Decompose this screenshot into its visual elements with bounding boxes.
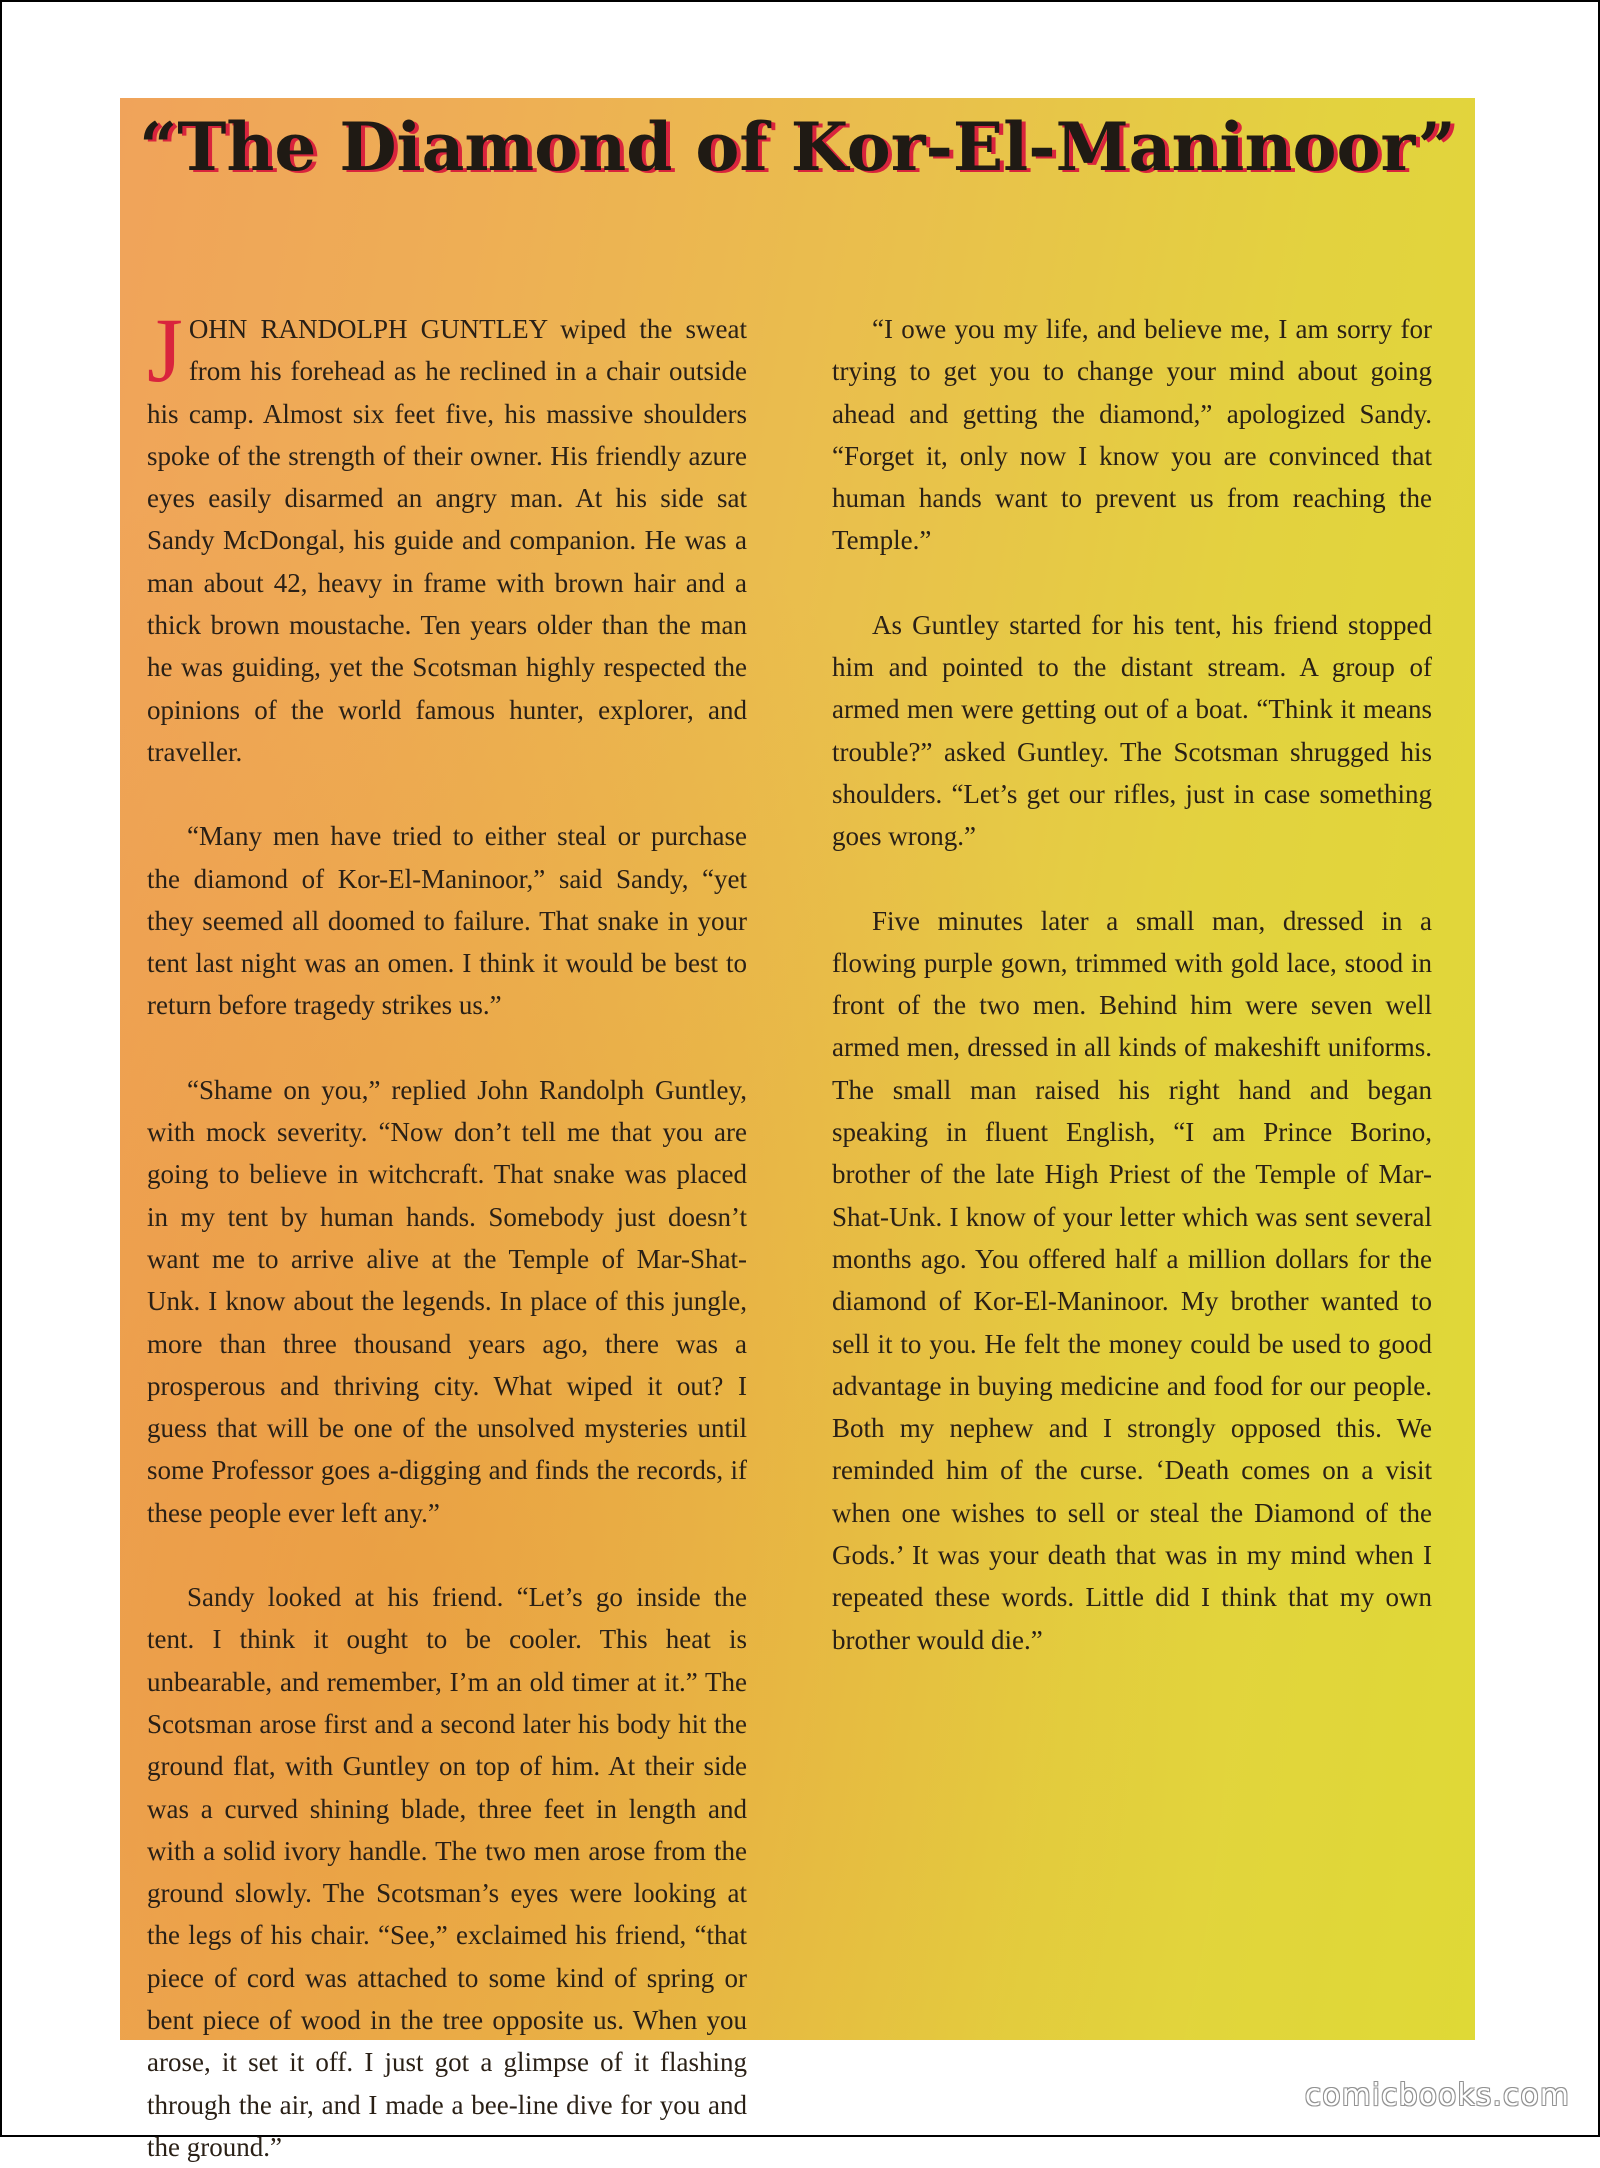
paragraph-7: Five minutes later a small man, dressed in a flowing purple gown, trimmed with gold lace, stood in front of the two men. Behind him were seven well armed men, dressed in all kinds of makeshift uniforms. The small man raised his right hand and began speaking in fluent English, “I am Prince Borino, brother of the late High Priest of the Temple of Mar-Shat-Unk. I know of your letter which was sent several months ago. You offered half a million dollars for the diamond of Kor-El-Maninoor. My brother wanted to sell it to you. He felt the money could be used to good advantage in buying medicine and food for our people. Both my nephew and I strongly opposed this. We reminded him of the curse. ‘Death comes on a visit when one wishes to sell or steal the Diamond of the Gods.’ It was your death that was in my mind when I repeated these words. Little did I think that my own brother would die.” xyxy=(832,905,1432,1655)
text-column-left xyxy=(147,299,747,2162)
paragraph-6: As Guntley started for his tent, his friend stopped him and pointed to the distant stream. A group of armed men were getting out of a boat. “Think it means trouble?” asked Guntley. The Scotsman shrugged his shoulders. “Let’s get our rifles, just in case something goes wrong.” xyxy=(832,609,1432,852)
paragraph-3: “Shame on you,” replied John Randolph Guntley, with mock severity. “Now don’t tell me that you are going to believe in witchcraft. That snake was placed in my tent by human hands. Somebody just doesn’t want me to arrive alive at the Temple of Mar-Shat-Unk. I know about the legends. In place of this jungle, more than three thousand years ago, there was a prosperous and thriving city. What wiped it out? I guess that will be one of the unsolved mysteries until some Professor goes a-digging and finds the records, if these people ever left any.” xyxy=(147,1074,747,1528)
lead-words: OHN RANDOLPH GUNTLEY xyxy=(188,314,548,344)
paragraph-4: Sandy looked at his friend. “Let’s go inside the tent. I think it ought to be cooler. This heat is unbearable, and remember, I’m an old timer at it.” The Scotsman arose first and a second later his body hit the ground flat, with Guntley on top of him. At their side was a curved shining blade, three feet in length and with a solid ivory handle. The two men arose from the ground slowly. The Scotsman’s eyes were looking at the legs of his chair. “See,” exclaimed his friend, “that piece of cord was attached to some kind of spring or bent piece of wood in the tree opposite us. When you arose, it set it off. I just got a glimpse of it flashing through the air, and I made a bee-line dive for you and the ground.” xyxy=(147,1582,747,2162)
text-column-right xyxy=(832,308,1432,1661)
paragraph-1 xyxy=(147,299,747,773)
story-title: “The Diamond of Kor-El-Maninoor” xyxy=(139,108,1456,186)
drop-cap: J xyxy=(147,299,183,401)
site-watermark: comicbooks.com xyxy=(1304,2078,1570,2113)
paragraph-2: “Many men have tried to either steal or purchase the diamond of Kor-El-Maninoor,” said Sandy, “yet they seemed all doomed to failure. That snake in your tent last night was an omen. I think it would be best to return before tragedy strikes us.” xyxy=(147,821,747,1021)
paragraph-1-text: wiped the sweat from his forehead as he reclined in a chair outside his camp. Almost six feet five, his massive shoulders spoke of the strength of their owner. His friendly azure eyes easily disarmed an angry man. At his side sat Sandy McDongal, his guide and companion. He was a man about 42, heavy in frame with brown hair and a thick brown moustache. Ten years older than the man he was guiding, yet the Scotsman highly respected the opinions of the world famous hunter, explorer, and traveller. xyxy=(147,314,747,767)
paragraph-5: “I owe you my life, and believe me, I am sorry for trying to get you to change your mind about going ahead and getting the diamond,” apologized Sandy. “Forget it, only now I know you are convinced that human hands want to prevent us from reaching the Temple.” xyxy=(832,314,1432,556)
